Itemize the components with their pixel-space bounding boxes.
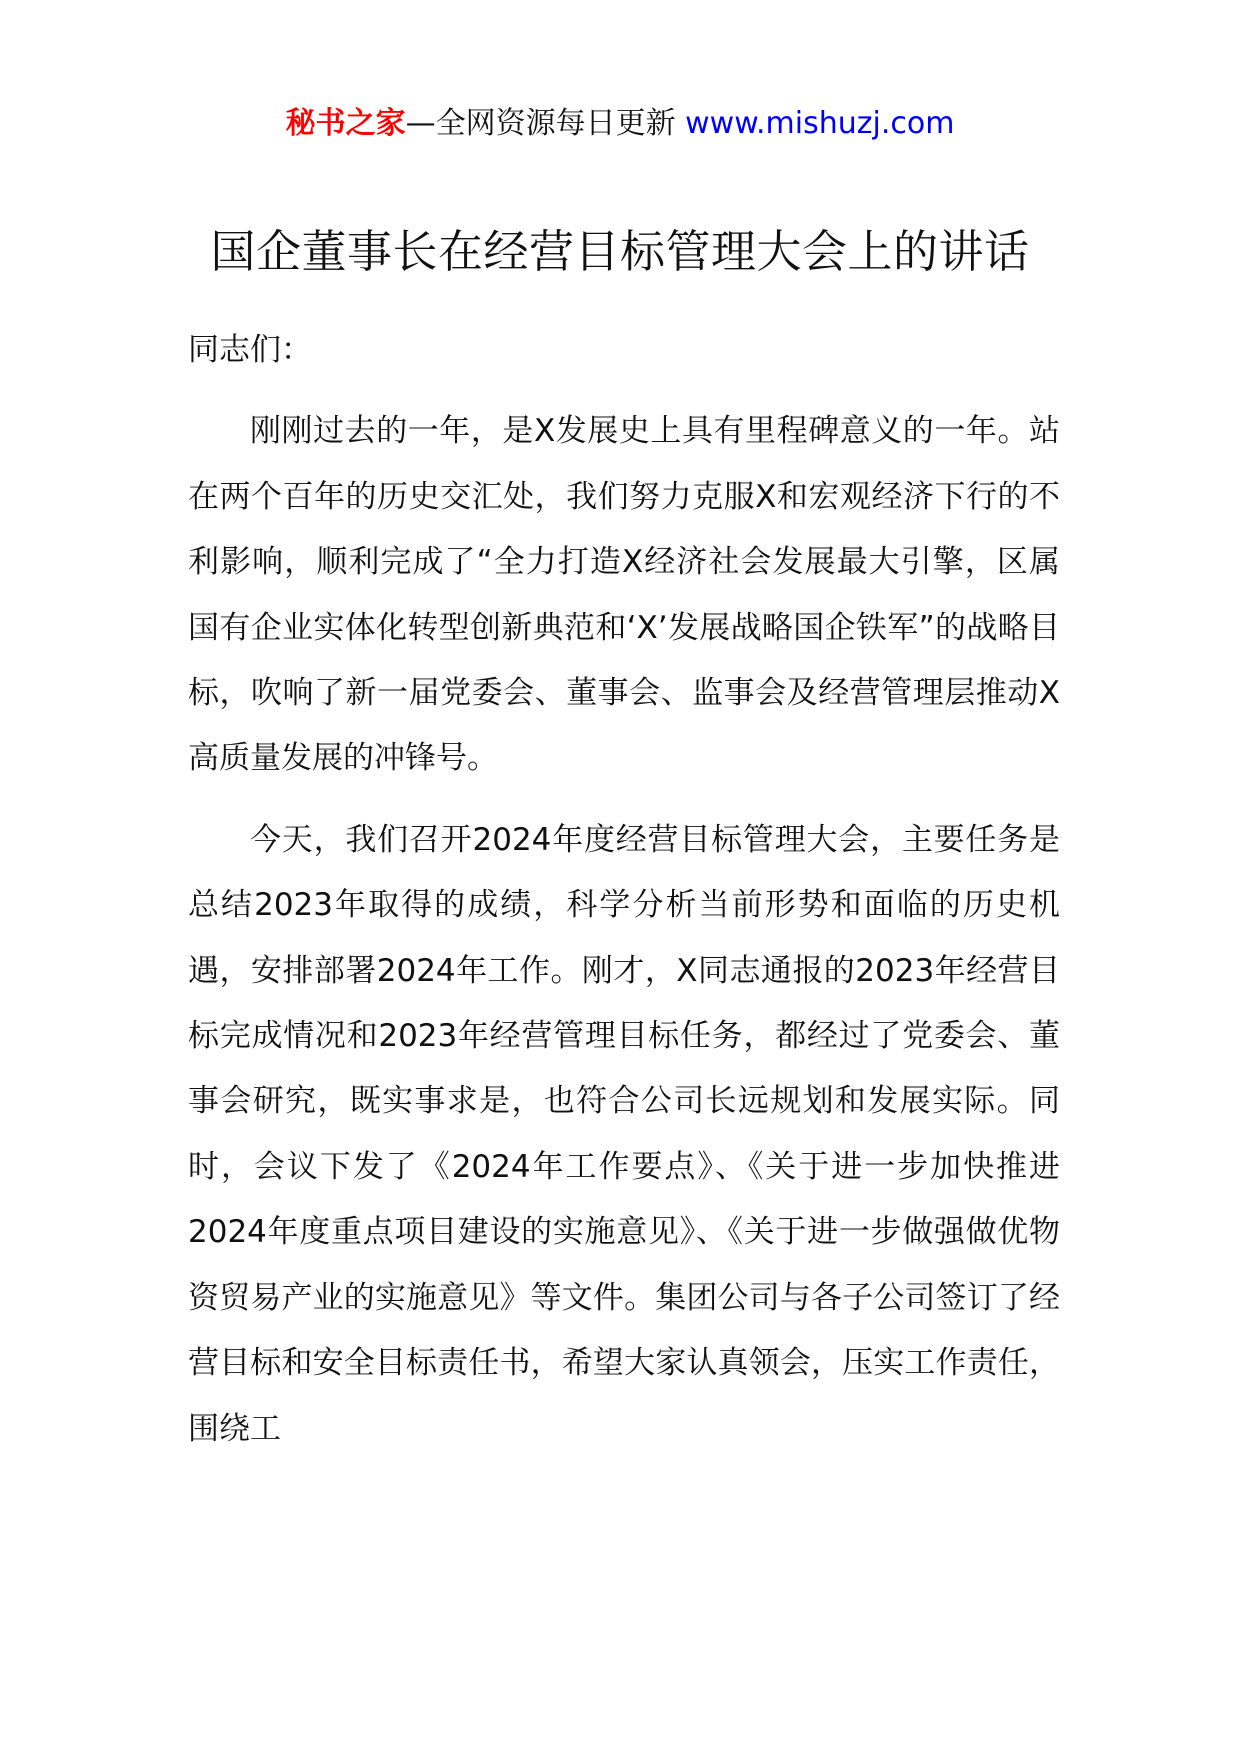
paragraph-2: 今天，我们召开2024年度经营目标管理大会，主要任务是总结2023年取得的成绩，科学分析当前形势和面临的历史机遇，安排部署2024年工作。刚才，X同志通报的2023年经营目标完成情况和2023年经营管理目标任务，都经过了党委会、董事会研究，既实事求是，也符合公司长远规划和发展实际。同时，会议下发了《2024年工作要点》、《关于进一步加快推进2024年度重点项目建设的实施意见》、《关于进一步做强做优物资贸易产业的实施意见》等文件。集团公司与各子公司签订了经营目标和安全目标责任书，希望大家认真领会，压实工作责任，围绕工 bbox=[188, 821, 1060, 1447]
site-url-link[interactable]: www.mishuzj.com bbox=[685, 106, 955, 141]
paragraph-1: 刚刚过去的一年，是X发展史上具有里程碑意义的一年。站在两个百年的历史交汇处，我们努力克服X和宏观经济下行的不利影响，顺利完成了“全力打造X经济社会发展最大引擎，区属国有企业实体化转型创新典范和‘X’发展战略国企铁军”的战略目标，吹响了新一届党委会、董事会、监事会及经营管理层推动X高质量发展的冲锋号。 bbox=[188, 413, 1060, 777]
document-body bbox=[188, 318, 1060, 1478]
site-tagline: —全网资源每日更新 bbox=[405, 106, 686, 141]
site-brand: 秘书之家 bbox=[285, 106, 406, 141]
salutation: 同志们： bbox=[188, 332, 312, 368]
document-title: 国企董事长在经营目标管理大会上的讲话 bbox=[210, 225, 1030, 278]
site-header bbox=[0, 100, 1240, 148]
